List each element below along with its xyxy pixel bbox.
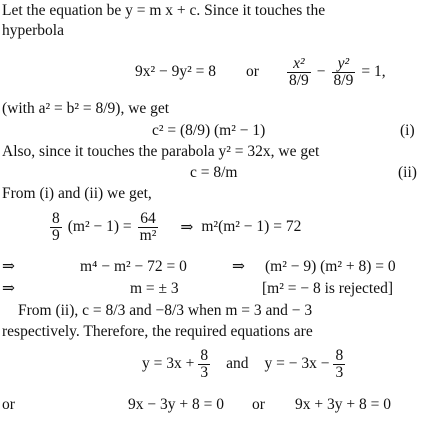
c-eq-text: c = 8/m: [190, 164, 238, 181]
implies-line-2: [2, 280, 15, 298]
implies-arrow-3-wrap: [232, 258, 245, 276]
minus-sign: −: [316, 63, 326, 80]
implies-arrow: ⇒: [180, 218, 194, 236]
line-2-text: hyperbola: [2, 22, 64, 39]
fraction-y2: [332, 56, 356, 89]
implies-arrow-2: ⇒: [2, 258, 15, 275]
fraction-equation: [50, 204, 301, 250]
hyperbola-eq-left: 9x² − 9y² = 8: [135, 63, 217, 80]
frac-8-3-b-num: 8: [335, 346, 344, 364]
final-equation-1: [128, 396, 224, 414]
m4-text: m⁴ − m² − 72 = 0: [80, 258, 187, 275]
frac-m2-den: m²: [139, 226, 157, 244]
y1-left: y = 3x +: [142, 355, 195, 372]
line-equations: [142, 342, 345, 386]
hyperbola-equation: [135, 50, 386, 94]
frac-64-num: 64: [138, 211, 159, 228]
text-line-from-ii: [18, 302, 312, 320]
tag-i: [400, 122, 415, 140]
factor-equation: [265, 258, 396, 276]
tag-i-text: (i): [400, 122, 415, 139]
and-word: and: [226, 355, 249, 372]
fraction-8-3-a: [198, 348, 210, 381]
frac-8-3-b-den: 3: [335, 363, 344, 381]
final1-text: 9x − 3y + 8 = 0: [128, 396, 224, 413]
frac-8-num: 8: [52, 209, 60, 227]
frac-8-3-a-num: 8: [200, 346, 209, 364]
final-equation-2: [295, 396, 391, 414]
line-1-text: Let the equation be y = m x + c. Since it touches the: [2, 2, 326, 19]
or-word: or: [246, 63, 259, 80]
implies-line-1: [2, 258, 15, 276]
also-text: Also, since it touches the parabola y² = 32x, we get: [2, 143, 320, 160]
implies-arrow-4: ⇒: [2, 280, 15, 297]
text-line-2: [2, 22, 64, 40]
text-line-1: [2, 2, 325, 20]
m-value: [130, 280, 179, 298]
m-value-text: m = ± 3: [130, 280, 179, 297]
c-squared-text: c² = (8/9) (m² − 1): [152, 122, 266, 139]
implies-arrow-3: ⇒: [232, 258, 245, 275]
y2-left: y = − 3x −: [264, 355, 330, 372]
from-text: From (i) and (ii) we get,: [2, 185, 152, 202]
final2-text: 9x + 3y + 8 = 0: [295, 396, 391, 413]
text-line-with: [2, 100, 169, 118]
c-squared-equation: [152, 122, 265, 140]
text-line-also: [2, 143, 319, 161]
fraction-8-3-b: [333, 348, 345, 381]
tag-ii-text: (ii): [398, 164, 417, 181]
respectively-text: respectively. Therefore, the required equations are: [2, 323, 313, 340]
final-or: [2, 396, 15, 414]
frac-y-num: y²: [337, 54, 350, 72]
factor-text: (m² − 9) (m² + 8) = 0: [265, 258, 396, 275]
text-line-from: [2, 185, 152, 203]
rejected-text: [m² = − 8 is rejected]: [262, 280, 394, 297]
fraction-8-9: [50, 211, 62, 244]
eq2-right: m²(m² − 1) = 72: [201, 218, 302, 235]
fraction-64-m2: [138, 211, 159, 244]
c-equation: [190, 164, 237, 182]
frac-y-den: 8/9: [333, 71, 354, 89]
frac-9-den: 9: [52, 226, 60, 244]
fraction-x2: [287, 56, 311, 89]
frac-8-3-a-den: 3: [200, 363, 209, 381]
frac-x-den: 8/9: [288, 71, 309, 89]
text-line-respectively: [2, 323, 313, 341]
rejected-note: [262, 280, 393, 298]
final-or-text: or: [2, 396, 15, 413]
m4-equation: [80, 258, 187, 276]
hyperbola-eq-right: = 1,: [361, 63, 386, 80]
fraction-eq-mid: (m² − 1) =: [67, 218, 132, 235]
tag-ii: [398, 164, 417, 182]
final-or2-text: or: [252, 396, 265, 413]
from-ii-text: From (ii), c = 8/3 and −8/3 when m = 3 and − 3: [18, 302, 313, 319]
final-or-2: [252, 396, 265, 414]
with-text: (with a² = b² = 8/9), we get: [2, 100, 170, 117]
frac-x-num: x²: [293, 54, 305, 72]
